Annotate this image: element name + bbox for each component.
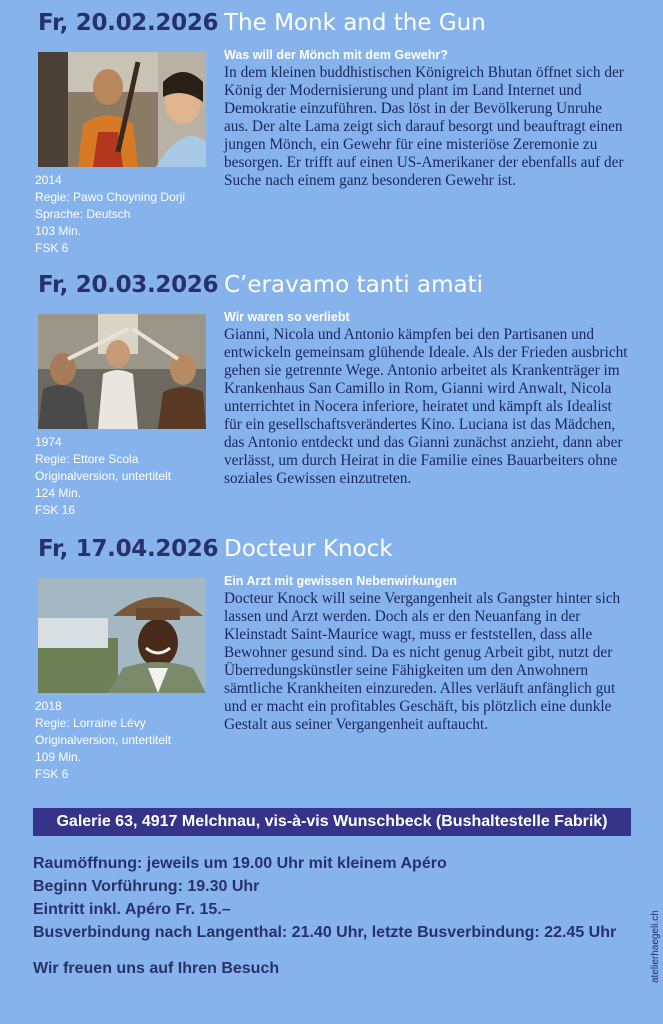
film-description: In dem kleinen buddhistischen Königreich Bhutan öffnet sich der König der Modernisierung und plant im Land Internet und Demokratie einzuführen. Das löst in der Bevölkerung Unruhe aus. Der alte Lama zeigt sich darauf besorgt und beauftragt einen jungen Mönch, ein Gewehr für eine misteriöse Zeremonie zu besorgen. Er trifft auf einen US-Amerikaner der ebenfalls auf der Suche nach einem ganz besonderen Gewehr ist. bbox=[224, 64, 624, 189]
film-meta bbox=[35, 698, 215, 783]
film-subtitle: Wir waren so verliebt bbox=[224, 310, 350, 324]
film-still bbox=[38, 314, 206, 429]
film-title: C’eravamo tanti amati bbox=[224, 272, 483, 298]
film-description: Docteur Knock will seine Vergangenheit als Gangster hinter sich lassen und Arzt werden. Doch als er den Neuanfang in der Kleinstadt Saint-Maurice wagt, muss er feststellen, dass alle Bewohner gesund sind. Da es nicht genug Arbeit gibt, nutzt der Überredungskünstler seine Fähigkeiten um den Anwohnern sämtliche Krankheiten einzureden. Alles verläuft anfänglich gut und er macht ein profitables Geschäft, bis plötzlich eine dunkle Gestalt aus seiner Vergangenheit auftaucht. bbox=[224, 590, 621, 733]
film-director: Regie: Ettore Scola bbox=[35, 452, 139, 466]
film-subtitle: Ein Arzt mit gewissen Nebenwirkungen bbox=[224, 574, 457, 588]
film-language: Originalversion, untertitelt bbox=[35, 733, 172, 747]
film-language: Originalversion, untertitelt bbox=[35, 469, 172, 483]
film-subtitle: Was will der Mönch mit dem Gewehr? bbox=[224, 48, 448, 62]
film-date: Fr, 17.04.2026 bbox=[38, 536, 219, 562]
film-year: 2018 bbox=[35, 699, 62, 713]
bus-info: Busverbindung nach Langenthal: 21.40 Uhr, letzte Busverbindung: 22.45 Uhr bbox=[33, 924, 617, 941]
film-duration: 124 Min. bbox=[35, 486, 82, 500]
film-fsk: FSK 6 bbox=[35, 241, 69, 255]
credit-text: atelierhaegeli.ch bbox=[650, 910, 661, 983]
credit-text-wrapper bbox=[650, 875, 663, 985]
start-info: Beginn Vorführung: 19.30 Uhr bbox=[33, 878, 260, 895]
entry-info: Eintritt inkl. Apéro Fr. 15.– bbox=[33, 901, 231, 918]
event-details bbox=[33, 852, 643, 944]
film-fsk: FSK 6 bbox=[35, 767, 69, 781]
film-fsk: FSK 16 bbox=[35, 503, 76, 517]
film-title: The Monk and the Gun bbox=[224, 10, 486, 36]
film-language: Sprache: Deutsch bbox=[35, 207, 131, 221]
film-year: 2014 bbox=[35, 173, 62, 187]
film-duration: 109 Min. bbox=[35, 750, 82, 764]
film-description: Gianni, Nicola und Antonio kämpfen bei den Partisanen und entwickeln gemeinsam glühende Ideale. Als der Frieden ausbricht gehen sie getrennte Wege. Antonio arbeitet als Krankenträger im Krankenhaus San Camillo in Rom, Gianni wird Anwalt, Nicola unterrichtet in Nocera inferiore, heiratet und kämpft als Idealist für ein gesellschaftsverändertes Kino. Luciana ist das Mädchen, das Antonio entdeckt und das Gianni zunächst anzieht, dann aber verlässt, um durch Heirat in die Familie eines Bauarbeiters ohne soziales Gewissen einzutreten. bbox=[224, 326, 628, 487]
film-director: Regie: Lorraine Lévy bbox=[35, 716, 146, 730]
film-still bbox=[38, 578, 206, 693]
film-meta bbox=[35, 434, 215, 519]
film-year: 1974 bbox=[35, 435, 62, 449]
film-date: Fr, 20.03.2026 bbox=[38, 272, 219, 298]
film-director: Regie: Pawo Choyning Dorji bbox=[35, 190, 186, 204]
film-meta bbox=[35, 172, 215, 257]
venue-banner: Galerie 63, 4917 Melchnau, vis-à-vis Wunschbeck (Bushaltestelle Fabrik) bbox=[33, 808, 631, 836]
film-duration: 103 Min. bbox=[35, 224, 82, 238]
film-title: Docteur Knock bbox=[224, 536, 393, 562]
film-still bbox=[38, 52, 206, 167]
doors-info: Raumöffnung: jeweils um 19.00 Uhr mit kleinem Apéro bbox=[33, 855, 447, 872]
film-date: Fr, 20.02.2026 bbox=[38, 10, 219, 36]
welcome-message: Wir freuen uns auf Ihren Besuch bbox=[33, 960, 280, 977]
